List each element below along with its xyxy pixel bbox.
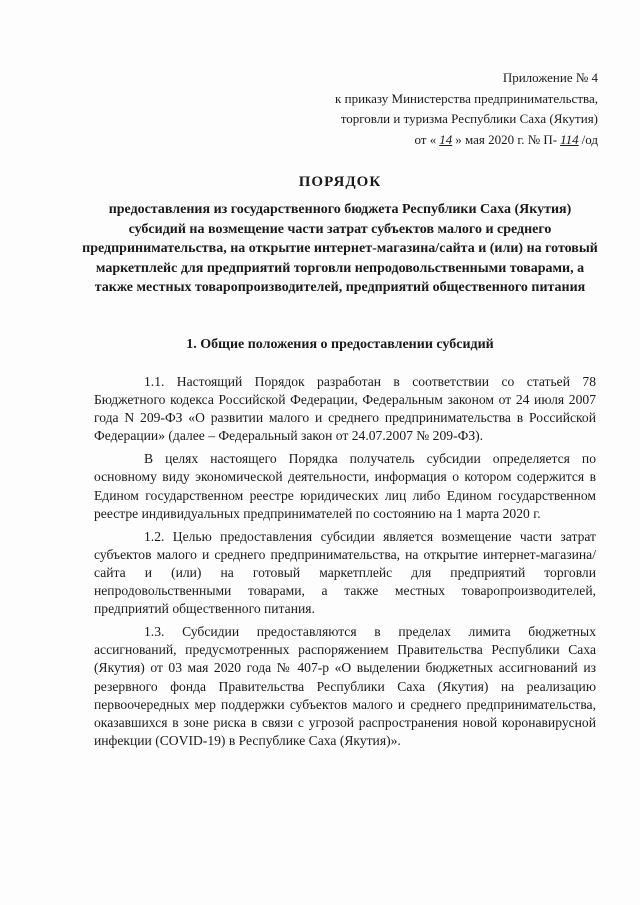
paragraph-recipient: В целях настоящего Порядка получатель субсидии определяется по основному виду экономической деятельности, информация о котором содержится в Едином государственном реестре юридических лиц либо Едином государственном реестре индивидуальных предпринимателей по состоянию на 1 марта 2020 г. [94,451,596,521]
document-subtitle: предоставления из государственного бюджета Республики Саха (Якутия) субсидий на возмещение части затрат субъектов малого и среднего предпринимательства, на открытие интернет-магазина/сайта и (или) на готовый маркетплейс для предприятий торговли непродовольственными товарами, а также местных товаропроизводителей, предприятий общественного питания [82,202,598,295]
handwritten-order-number: 114 [560,131,579,147]
body-text [94,373,596,755]
paragraph-1-1: 1.1. Настоящий Порядок разработан в соответствии со статьей 78 Бюджетного кодекса Российской Федерации, Федеральным законом от 24 июля 2007 года N 209-ФЗ «О развитии малого и среднего предпринимательства в Российской Федерации» (далее – Федеральный закон от 24.07.2007 № 209-ФЗ). [94,374,596,444]
title-block [80,174,600,298]
appendix-ministry-line: торговли и туризма Республики Саха (Якутия) [340,111,598,126]
handwritten-day: 14 [439,131,453,147]
appendix-header [268,68,598,150]
paragraph-1-3: 1.3. Субсидии предоставляются в пределах лимита бюджетных ассигнований, предусмотренных распоряжением Правительства Республики Саха (Якутия) от 03 мая 2020 года № 407-р «О выделении бюджетных ассигнований из резервного фонда Правительства Республики Саха (Якутия) на реализацию первоочередных мер поддержки субъектов малого и среднего предпринимательства, оказавшихся в зоне риска в связи с угрозой распространения новой коронавирусной инфекции (COVID-19) в Республике Саха (Якутия)». [94,624,596,748]
appendix-order-line: к приказу Министерства предпринимательства, [335,90,598,106]
section-heading: 1. Общие положения о предоставлении субсидий [186,337,494,352]
order-suffix: /од [581,131,598,147]
paragraph-1-2: 1.2. Целью предоставления субсидии является возмещение части затрат субъектов малого и среднего предпринимательства, на открытие интернет-магазина/сайта и (или) на готовый маркетплейс для предприятий торговли непродовольственными товарами, а также местных товаропроизводителей, предприятий общественного питания. [94,528,596,617]
document-title: ПОРЯДОК [298,174,382,190]
date-prefix: от « [414,131,437,147]
appendix-number: Приложение № 4 [502,70,598,85]
date-middle: » мая 2020 г. № П- [455,131,558,147]
appendix-date-line [268,130,598,151]
